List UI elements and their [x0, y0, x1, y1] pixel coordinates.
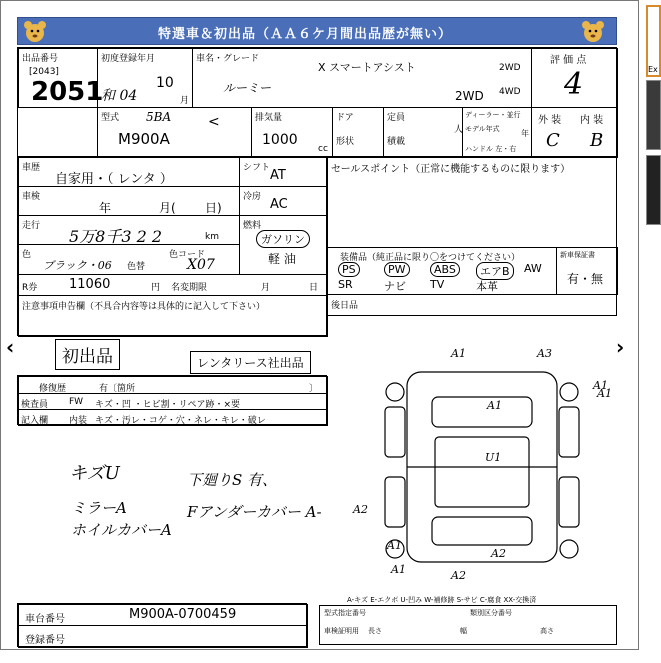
- color-label: 色: [22, 250, 32, 260]
- engine-cell: [251, 107, 333, 158]
- damage-mark: A1: [391, 563, 406, 576]
- insp-row1-text: キズ・凹 ・ヒビ割・リペア跡・×要: [95, 400, 241, 410]
- chassis-cell: [18, 604, 308, 626]
- history-cell: [18, 157, 240, 187]
- fuel-diesel: 軽 油: [268, 252, 296, 266]
- equipment-label: 装備品（純正品に限り〇をつけてください）: [340, 253, 521, 263]
- equipment-cell: [327, 247, 557, 295]
- name-change-day: 日: [309, 283, 319, 293]
- engine-label: 排気量: [255, 113, 283, 123]
- inspection-year: 年: [99, 201, 112, 215]
- door-cell: [332, 107, 384, 158]
- equipment-item: ABS: [430, 262, 460, 277]
- ac-cell: [239, 186, 328, 216]
- inspector-label: 検査員: [21, 400, 49, 410]
- recycle-unit: 円: [151, 283, 161, 293]
- fill-label: 記入欄: [21, 416, 49, 426]
- registration-month: 10: [156, 75, 174, 91]
- inspection-day: 日): [205, 201, 222, 215]
- score-value: 4: [564, 67, 584, 102]
- equipment-item: TV: [430, 278, 445, 291]
- insp-row2: [18, 409, 328, 426]
- inspection-cell: [18, 186, 240, 216]
- registration-label: 初度登録年月: [101, 54, 156, 64]
- repair-close: 〕: [309, 384, 319, 394]
- shift-value: AT: [270, 168, 286, 183]
- damage-mark: A1: [487, 399, 502, 412]
- name-change-month: 月: [261, 283, 271, 293]
- lot-number: 2051: [31, 77, 104, 107]
- history-label: 車歴: [22, 163, 41, 173]
- fuel-gas: ガソリン: [256, 230, 310, 248]
- equipment-item: PS: [338, 262, 360, 277]
- handwritten-note-4: 下廻りS 有、: [187, 471, 278, 489]
- fuel-cell: [239, 215, 328, 275]
- capacity-label: 定員: [387, 113, 406, 123]
- registration-era: 和 04: [101, 88, 138, 104]
- sheet-title: 特選車＆初出品（ＡＡ６ケ月間出品歴が無い）: [158, 27, 453, 42]
- equipment-item: エアB: [476, 262, 514, 280]
- engine-cc: 1000: [262, 132, 298, 148]
- top-info-grid: [17, 47, 617, 157]
- equipment-item: SR: [338, 278, 353, 291]
- color-change-label: 色替: [127, 262, 146, 272]
- interior-grade: B: [590, 130, 604, 151]
- middle-left-grid: [17, 156, 327, 336]
- thumbnail-3[interactable]: [646, 155, 661, 225]
- equipment-item: PW: [384, 262, 410, 277]
- shift-cell: [239, 157, 328, 187]
- notes-cell: [18, 295, 328, 337]
- equipment-item: 本革: [476, 280, 498, 293]
- name-change-label: 名変期限: [171, 283, 208, 293]
- recycle-label: R券: [22, 283, 38, 293]
- grades-cell: [531, 107, 618, 158]
- score-label: 評 価 点: [550, 55, 587, 66]
- damage-mark: A1: [597, 387, 612, 400]
- damage-legend: A-キズ E-エクボ U-凹み W-補修跡 S-サビ C-腐食 XX-交換済: [347, 596, 537, 604]
- score-cell: [531, 48, 618, 108]
- reg-no-label: 登録番号: [25, 635, 65, 646]
- inspection-month: 月(: [159, 201, 176, 215]
- next-image-button[interactable]: ›: [616, 335, 625, 359]
- history-value: 自家用・（ レンタ ）: [55, 172, 173, 187]
- color-code-label: 色コード: [169, 250, 206, 260]
- inspection-label: 車検: [22, 192, 41, 202]
- thumbnail-1-label: Ex: [648, 65, 658, 74]
- shift-label: シフト: [243, 163, 271, 173]
- bear-right-icon: [580, 18, 606, 44]
- mileage-value: 5万8千3 2 2: [69, 227, 163, 246]
- sheet-header: [17, 17, 617, 45]
- capacity-unit: 人: [454, 125, 464, 135]
- cert-label: 車検証明用: [324, 627, 359, 635]
- model-grade: X スマートアシスト: [318, 61, 416, 74]
- handwritten-note-3: ホイルカバーA: [71, 521, 172, 539]
- model-name: ルーミー: [223, 81, 272, 95]
- interior-grade-label: 内 装: [580, 115, 604, 126]
- category-label: 類別区分番号: [470, 609, 512, 617]
- chassis-value: M900A-0700459: [129, 607, 237, 622]
- thumbnail-2[interactable]: [646, 80, 661, 150]
- equipment-item: ナビ: [384, 280, 406, 293]
- length-label: 長さ: [368, 627, 382, 635]
- damage-mark: A3: [537, 347, 552, 360]
- handwritten-note-1: キズU: [69, 463, 120, 484]
- model-drive-2wd: 2WD: [499, 63, 521, 73]
- damage-mark: A2: [353, 503, 368, 516]
- type-dash: <: [208, 114, 220, 130]
- bottom-right-grid: [319, 605, 617, 645]
- bottom-left-grid: [17, 603, 307, 647]
- first-listing-stamp: 初出品: [55, 339, 120, 370]
- exterior-grade: C: [546, 130, 560, 151]
- lot-sub: [2043]: [29, 67, 59, 77]
- repair-value: 有〔箇所: [99, 384, 136, 394]
- door-shape: 形状: [336, 137, 355, 147]
- chassis-label: 車台番号: [25, 614, 65, 625]
- auction-sheet: [7, 7, 633, 647]
- repair-grid: [17, 375, 327, 425]
- type-label: 型式: [101, 113, 120, 123]
- height-label: 高さ: [540, 627, 554, 635]
- damage-mark: A1: [593, 379, 608, 392]
- model-cell: [192, 48, 532, 108]
- damage-mark: A1: [451, 347, 466, 360]
- prev-image-button[interactable]: ‹: [6, 335, 15, 359]
- insp-row1: [18, 393, 328, 410]
- type-code: 5BA: [146, 110, 172, 124]
- door-label: ドア: [336, 113, 354, 123]
- model-label: 車名・グレード: [196, 54, 260, 64]
- width-label: 幅: [460, 627, 467, 635]
- damage-mark: A2: [451, 569, 466, 582]
- insp-fw: FW: [69, 397, 84, 407]
- warranty-label: 新車保証書: [560, 251, 595, 259]
- type-designation-label: 型式指定番号: [324, 609, 366, 617]
- type-cell: [97, 107, 252, 158]
- back-day-label: 後日品: [331, 301, 359, 311]
- mileage-unit: km: [205, 232, 219, 242]
- dealer-model-year: モデル年式: [465, 125, 500, 133]
- recycle-amount: 11060: [69, 277, 111, 292]
- sales-point-label: セールスポイント（正常に機能するものに限ります）: [331, 164, 571, 175]
- color-value: ブラック・06: [43, 259, 112, 272]
- registration-cell: [97, 48, 193, 108]
- repair-cell: [18, 376, 328, 394]
- warranty-value: 有・無: [567, 272, 604, 286]
- mileage-label: 走行: [22, 221, 41, 231]
- capacity-load: 積載: [387, 137, 406, 147]
- model-drive-4wd: 4WD: [499, 87, 521, 97]
- insp-row2-text: キズ・汚レ・コゲ・穴・ネレ・キレ・破レ: [95, 416, 266, 426]
- color-code: X07: [187, 257, 215, 273]
- ac-label: 冷房: [243, 192, 262, 202]
- handwritten-note-2: ミラーA: [71, 499, 127, 517]
- repair-label: 修復歴: [39, 384, 67, 394]
- bear-left-icon: [22, 18, 48, 44]
- model-drive: 2WD: [455, 89, 484, 103]
- lot-label: 出品番号: [22, 54, 59, 64]
- dealer-handle: ハンドル 左・右: [465, 145, 517, 153]
- notes-label: 注意事項申告欄（不具合内容等は具体的に記入して下さい）: [22, 302, 266, 312]
- type-chassis: M900A: [118, 130, 170, 148]
- reg-no-cell: [18, 625, 308, 648]
- capacity-cell: [383, 107, 463, 158]
- engine-unit: cc: [318, 144, 328, 154]
- color-cell: [18, 244, 240, 275]
- damage-mark: A1: [387, 539, 402, 552]
- dealer-year-unit: 年: [521, 129, 529, 138]
- lot-cell: [18, 48, 104, 108]
- thumbnail-1[interactable]: [646, 5, 661, 77]
- equipment-items: [334, 262, 554, 294]
- dealer-cell: [462, 107, 532, 158]
- registration-month-unit: 月: [180, 96, 190, 106]
- sales-equipment-grid: [326, 156, 617, 316]
- mileage-cell: [18, 215, 240, 245]
- dealer-label: ディーラー・並行: [465, 111, 521, 119]
- ac-value: AC: [270, 197, 288, 212]
- recycle-cell: [18, 274, 328, 296]
- equipment-item: AW: [524, 262, 542, 275]
- damage-mark: A2: [491, 547, 506, 560]
- warranty-cell: [556, 247, 618, 295]
- damage-mark: U1: [485, 451, 502, 464]
- exterior-grade-label: 外 装: [538, 115, 562, 126]
- handwritten-note-5: Fアンダーカバー A-: [187, 503, 322, 521]
- lease-stamp: レンタリース社出品: [190, 351, 311, 374]
- insp-interior: 内装: [69, 416, 88, 426]
- fuel-label: 燃料: [243, 221, 262, 231]
